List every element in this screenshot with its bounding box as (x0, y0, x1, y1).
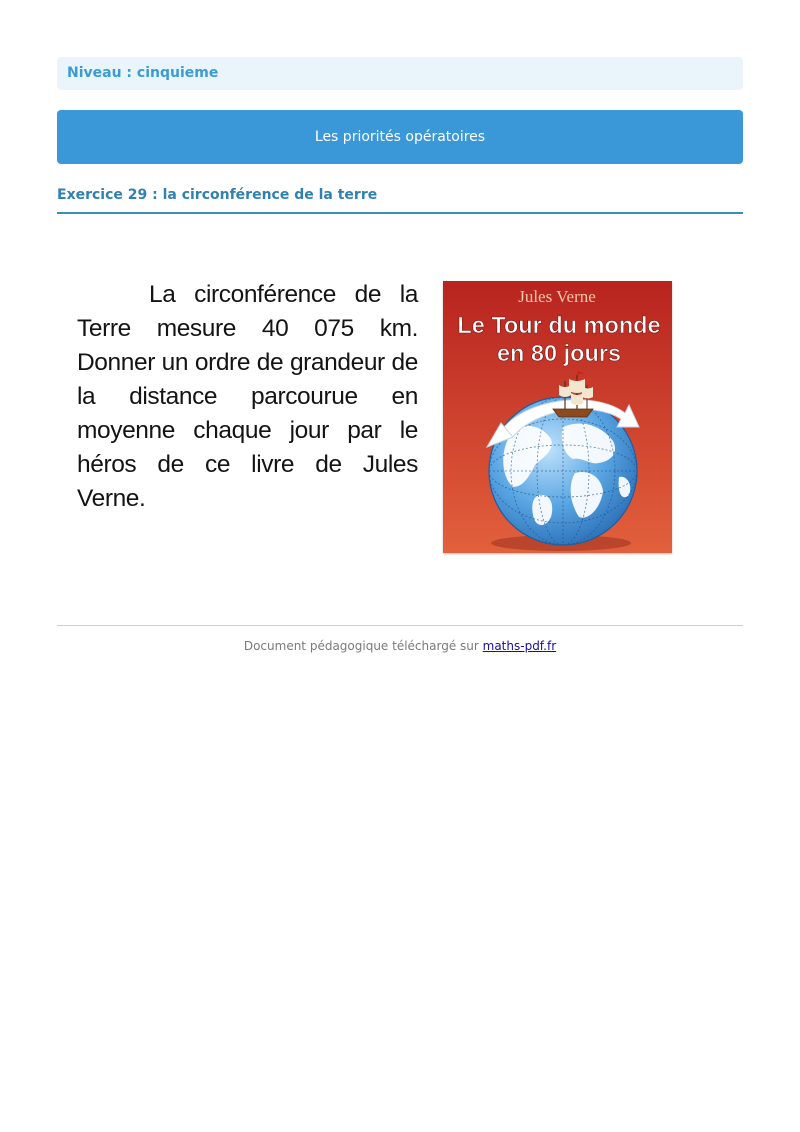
chapter-title: Les priorités opératoires (314, 129, 486, 145)
footer (57, 638, 743, 654)
exercise-title: Exercice 29 : la circonférence de la terre (57, 186, 743, 214)
cover-author: Jules Verne (518, 287, 596, 306)
book-cover-image (443, 281, 672, 553)
chapter-banner (57, 110, 743, 164)
cover-title-line1: Le Tour du monde (457, 312, 661, 338)
footer-text: Document pédagogique téléchargé sur (243, 639, 483, 653)
level-label: Niveau : cinquieme (57, 57, 743, 90)
cover-title-line2: en 80 jours (496, 340, 622, 366)
globe-icon (489, 397, 637, 545)
exercise-statement: La circonférence de la Terre mesure 40 075 km. Donner un ordre de grandeur de la distance parcourue en moyenne chaque jour par le héros de ce livre de Jules Verne. (77, 281, 418, 512)
footer-divider (57, 625, 743, 626)
footer-link[interactable]: maths-pdf.fr (482, 639, 557, 653)
